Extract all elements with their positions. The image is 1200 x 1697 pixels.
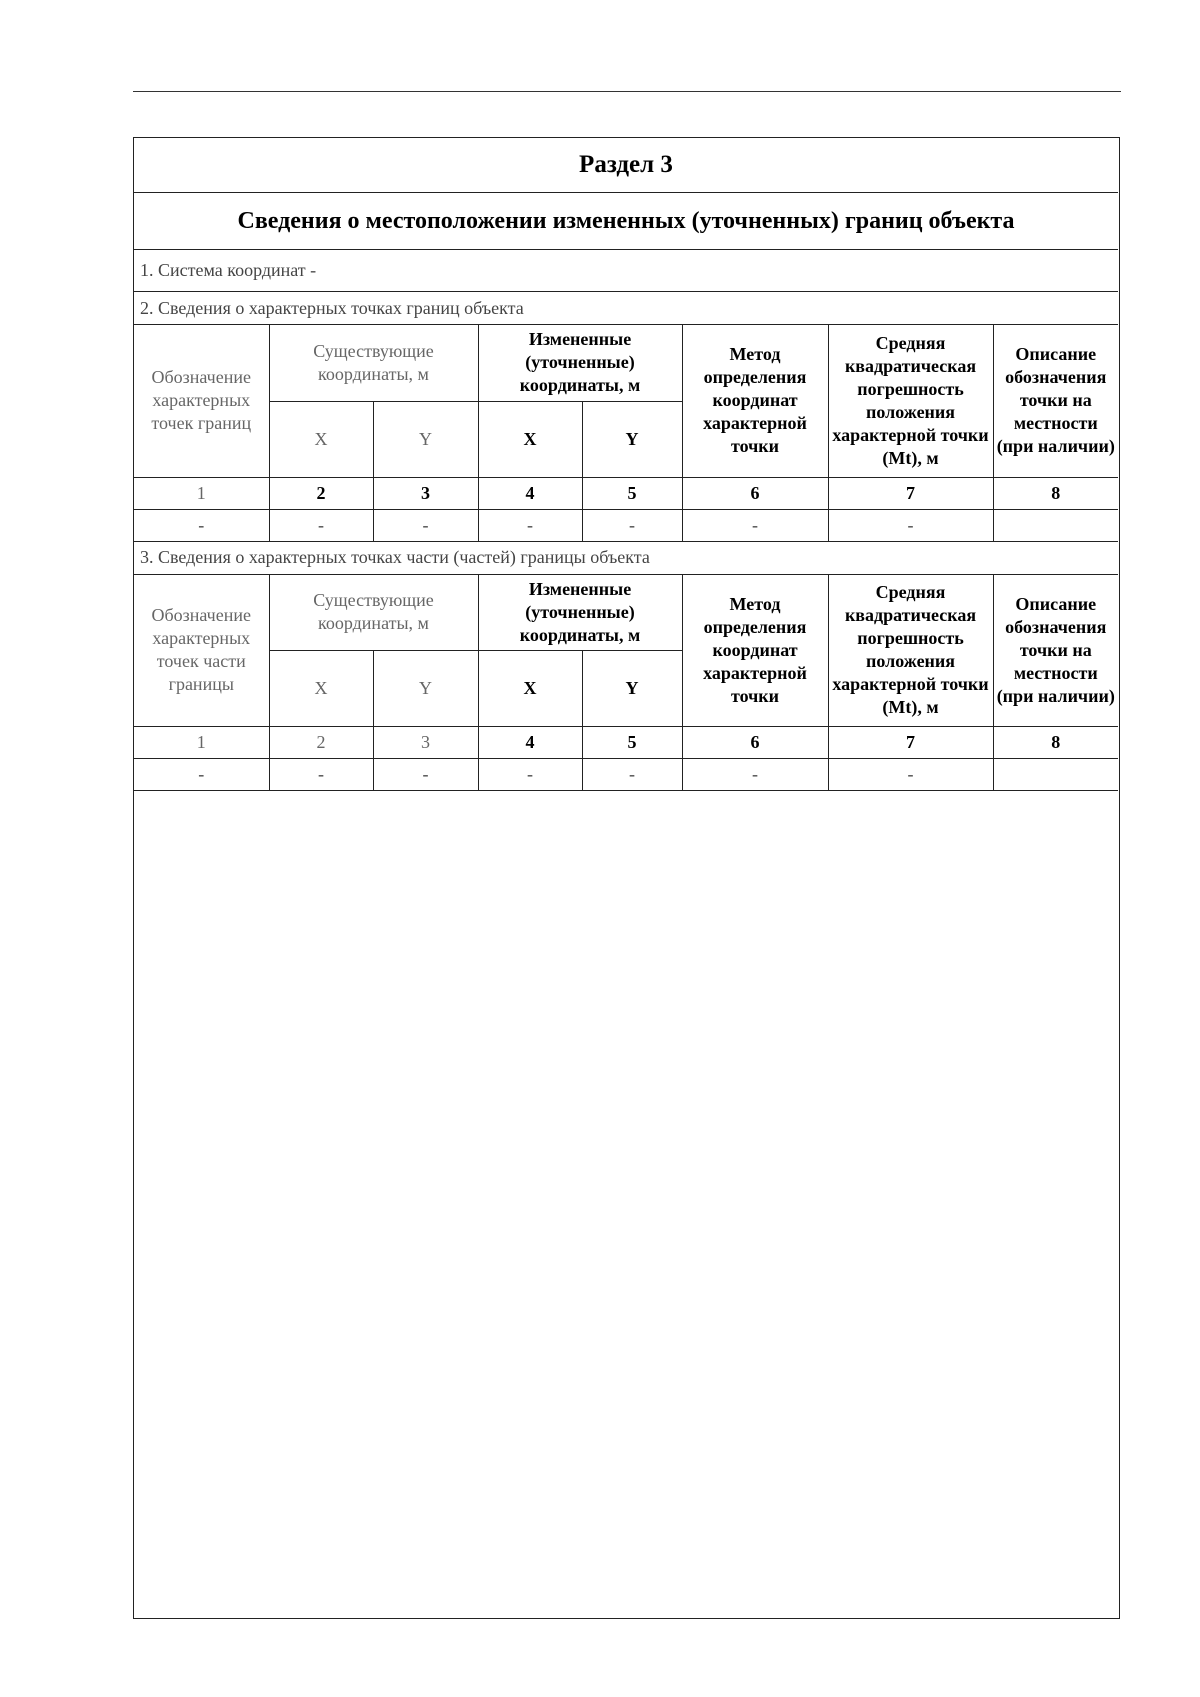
section3-col-number: 6: [682, 727, 828, 759]
section2-value-cell: -: [682, 509, 828, 541]
section2-table: [134, 325, 1118, 542]
section3-value-cell: -: [582, 759, 682, 791]
section3-changed-x: X: [478, 651, 582, 727]
section2-existing-coords: Существующие координаты, м: [269, 325, 478, 401]
section3-table: [134, 575, 1118, 792]
section3-col-number: 4: [478, 727, 582, 759]
section3-value-cell: -: [828, 759, 993, 791]
section3-changed-y: Y: [582, 651, 682, 727]
section3-col-number: 5: [582, 727, 682, 759]
section3-changed-coords: Измененные (уточненные) координаты, м: [478, 575, 682, 651]
section2-value-cell: -: [828, 509, 993, 541]
section2-col-number: 2: [269, 477, 373, 509]
section3-value-cell: -: [478, 759, 582, 791]
section2-col-number: 7: [828, 477, 993, 509]
section3-existing-x: X: [269, 651, 373, 727]
section3-value-cell: -: [134, 759, 269, 791]
section2-description: Описание обозначения точки на местности (при наличии): [993, 325, 1118, 477]
section2-col-number: 6: [682, 477, 828, 509]
section2-value-cell: -: [134, 509, 269, 541]
section3-col-point-label: Обозначение характерных точек части границы: [134, 575, 269, 727]
section3-method: Метод определения координат характерной точки: [682, 575, 828, 727]
section3-value-cell: [993, 759, 1118, 791]
section3-col-number: 1: [134, 727, 269, 759]
section3-existing-y: Y: [373, 651, 478, 727]
section3-col-number: 2: [269, 727, 373, 759]
document-frame: [133, 137, 1120, 1619]
section2-changed-coords: Измененные (уточненные) координаты, м: [478, 325, 682, 401]
section2-existing-x: X: [269, 401, 373, 477]
section2-error: Средняя квадратическая погрешность положения характерной точки (Mt), м: [828, 325, 993, 477]
section3-value-cell: -: [373, 759, 478, 791]
section2-col-number: 8: [993, 477, 1118, 509]
section2-value-cell: -: [582, 509, 682, 541]
section3-heading: 3. Сведения о характерных точках части (частей) границы объекта: [134, 542, 1118, 575]
section3-col-number: 8: [993, 727, 1118, 759]
section2-method: Метод определения координат характерной точки: [682, 325, 828, 477]
section3-error: Средняя квадратическая погрешность положения характерной точки (Mt), м: [828, 575, 993, 727]
section2-col-number: 1: [134, 477, 269, 509]
section3-col-number: 7: [828, 727, 993, 759]
section-title: Раздел 3: [134, 138, 1118, 193]
section2-heading: 2. Сведения о характерных точках границ объекта: [134, 292, 1118, 325]
section3-value-cell: -: [682, 759, 828, 791]
section3-col-number: 3: [373, 727, 478, 759]
section2-col-number: 5: [582, 477, 682, 509]
section2-value-cell: [993, 509, 1118, 541]
section3-description: Описание обозначения точки на местности (при наличии): [993, 575, 1118, 727]
section2-changed-y: Y: [582, 401, 682, 477]
section2-existing-y: Y: [373, 401, 478, 477]
section2-col-point-label: Обозначение характерных точек границ: [134, 325, 269, 477]
section2-col-number: 4: [478, 477, 582, 509]
section2-col-number: 3: [373, 477, 478, 509]
section2-value-cell: -: [269, 509, 373, 541]
section3-existing-coords: Существующие координаты, м: [269, 575, 478, 651]
top-rule: [133, 91, 1121, 92]
section-subtitle: Сведения о местоположении измененных (уточненных) границ объекта: [134, 193, 1118, 250]
coordinate-system-line: 1. Система координат -: [134, 250, 1118, 292]
section3-value-cell: -: [269, 759, 373, 791]
section2-value-cell: -: [478, 509, 582, 541]
section2-changed-x: X: [478, 401, 582, 477]
section2-value-cell: -: [373, 509, 478, 541]
